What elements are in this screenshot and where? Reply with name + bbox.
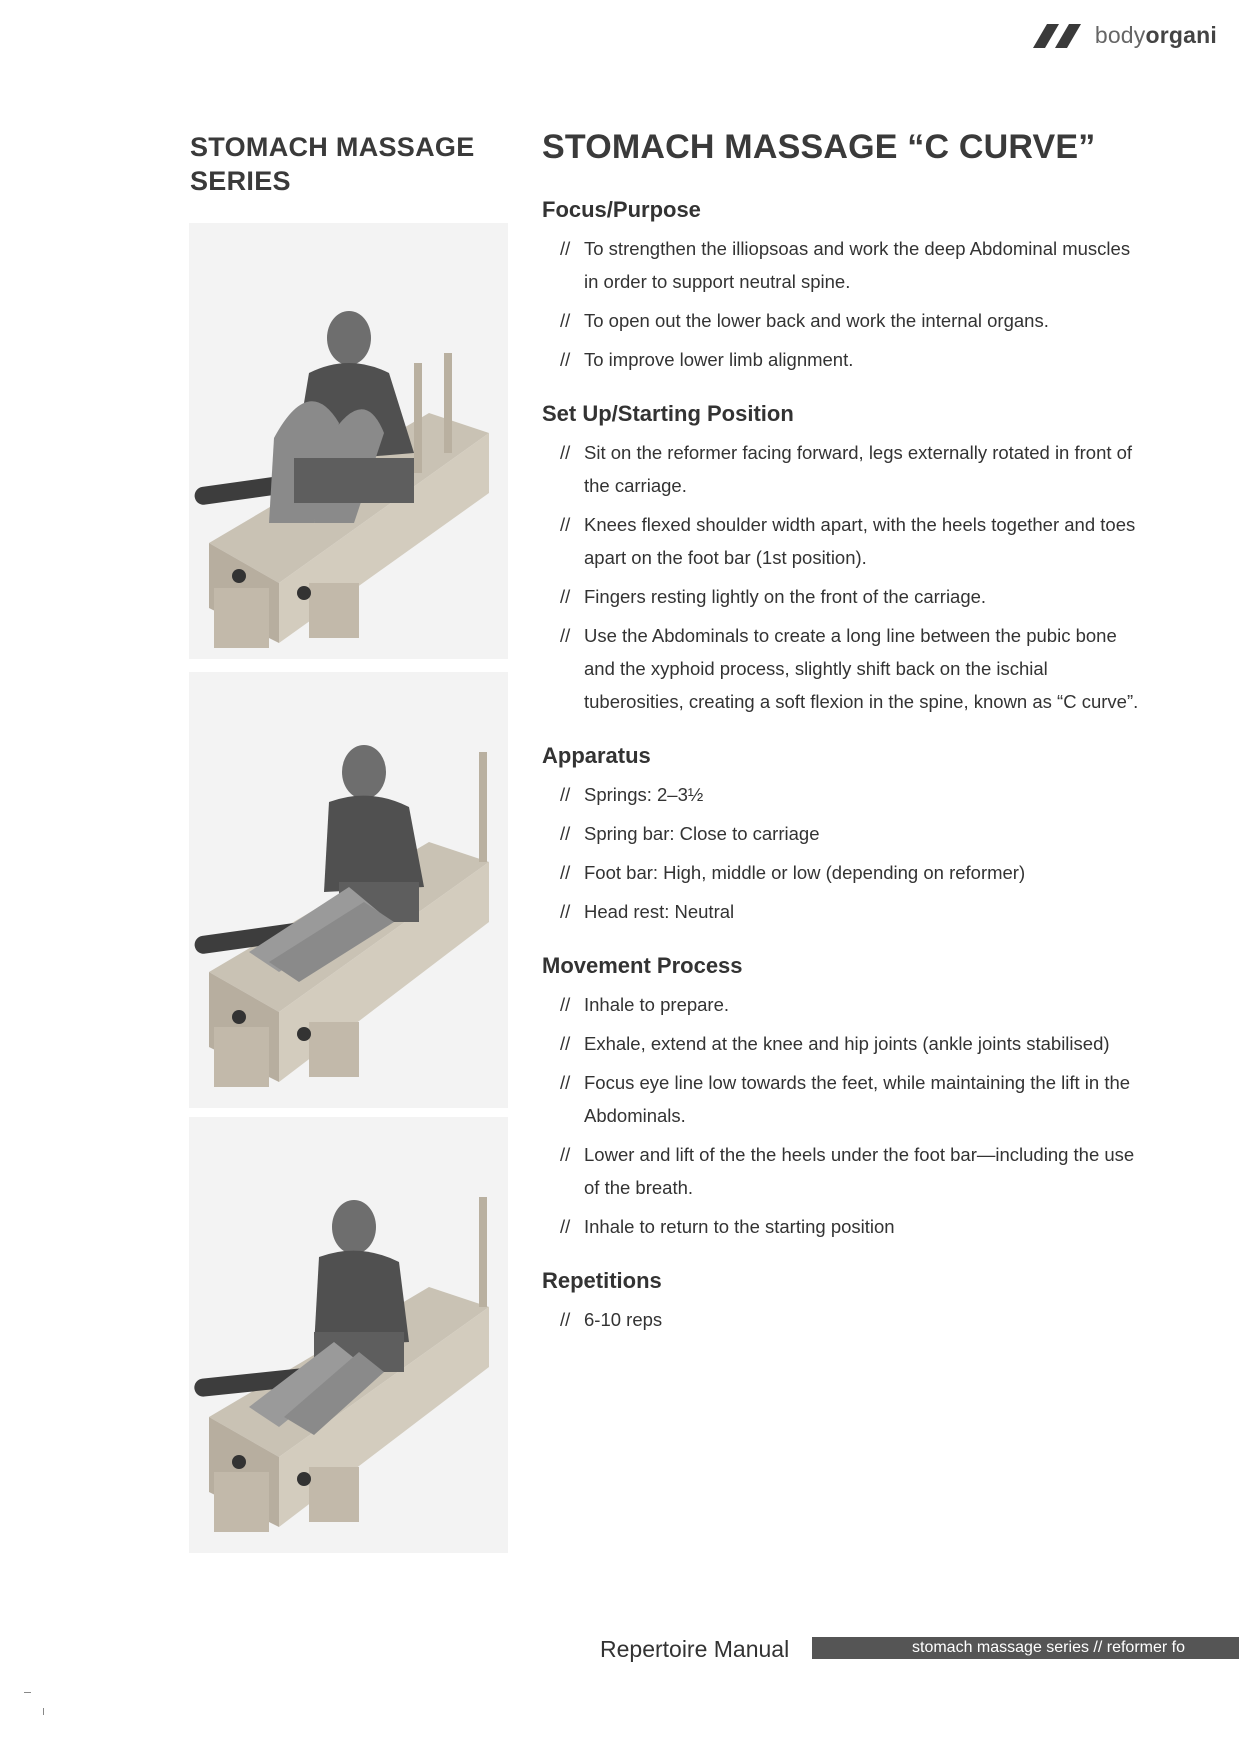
section: [542, 1267, 1142, 1336]
bullet-item: [560, 817, 1142, 850]
bullet-text: Spring bar: Close to carriage: [584, 823, 820, 844]
bullet-item: [560, 1303, 1142, 1336]
bullet-list: [542, 436, 1142, 718]
section-heading: Focus/Purpose: [542, 197, 701, 222]
bullet-text: Knees flexed shoulder width apart, with the heels together and toes apart on the foot bar (1st position).: [584, 514, 1136, 568]
section-heading: Set Up/Starting Position: [542, 401, 794, 426]
crop-mark: [24, 1692, 31, 1693]
bullet-marker: //: [560, 586, 571, 607]
bullet-text: Use the Abdominals to create a long line between the pubic bone and the xyphoid process, slightly shift back on the ischial tuberosities, creating a soft flexion in the spine, known as “C curve”.: [584, 625, 1139, 712]
bullet-marker: //: [560, 994, 571, 1015]
bullet-text: Fingers resting lightly on the front of the carriage.: [584, 586, 987, 607]
bullet-list: [542, 988, 1142, 1243]
bullet-text: Springs: 2–3½: [584, 784, 704, 805]
double-slash-logo-icon: [1033, 24, 1085, 48]
bullet-item: [560, 304, 1142, 337]
photo-reaching-forward-on-reformer: [189, 1117, 508, 1553]
bullet-item: [560, 856, 1142, 889]
bullet-list: [542, 1303, 1142, 1336]
bullet-marker: //: [560, 1216, 571, 1237]
section: [542, 742, 1142, 928]
bullet-item: [560, 580, 1142, 613]
crop-mark: [43, 1708, 44, 1715]
exercise-title: STOMACH MASSAGE “C CURVE”: [542, 128, 1096, 166]
section-heading: Repetitions: [542, 1268, 662, 1293]
bullet-item: [560, 895, 1142, 928]
section-heading: Apparatus: [542, 743, 651, 768]
bullet-item: [560, 1210, 1142, 1243]
bullet-item: [560, 508, 1142, 574]
brand-name-part1: body: [1094, 22, 1146, 48]
bullet-marker: //: [560, 1033, 571, 1054]
bullet-text: Inhale to prepare.: [584, 994, 730, 1015]
bullet-text: To improve lower limb alignment.: [584, 349, 854, 370]
brand-name: [1095, 22, 1217, 49]
bullet-item: [560, 232, 1142, 298]
bullet-list: [542, 232, 1142, 376]
bullet-text: Head rest: Neutral: [584, 901, 735, 922]
bullet-text: To strengthen the illiopsoas and work the deep Abdominal muscles in order to support neutral spine.: [584, 238, 1131, 292]
bullet-marker: //: [560, 310, 571, 331]
bullet-text: Focus eye line low towards the feet, while maintaining the lift in the Abdominals.: [584, 1072, 1131, 1126]
series-title: STOMACH MASSAGE SERIES: [190, 132, 475, 196]
bullet-item: [560, 343, 1142, 376]
bullet-text: Inhale to return to the starting position: [584, 1216, 895, 1237]
bullet-text: Lower and lift of the the heels under the foot bar—including the use of the breath.: [584, 1144, 1135, 1198]
bullet-list: [542, 778, 1142, 928]
bullet-marker: //: [560, 1309, 571, 1330]
bullet-item: [560, 778, 1142, 811]
footer-section-bar: stomach massage series // reformer fo: [812, 1637, 1239, 1659]
bullet-marker: //: [560, 1072, 571, 1093]
bullet-item: [560, 619, 1142, 718]
bullet-marker: //: [560, 784, 571, 805]
bullet-marker: //: [560, 862, 571, 883]
brand-logo: [1033, 22, 1217, 49]
bullet-text: Sit on the reformer facing forward, legs externally rotated in front of the carriage.: [584, 442, 1133, 496]
bullet-text: To open out the lower back and work the internal organs.: [584, 310, 1049, 331]
bullet-marker: //: [560, 1144, 571, 1165]
bullet-marker: //: [560, 349, 571, 370]
photo-legs-extended-on-reformer: [189, 672, 508, 1108]
bullet-marker: //: [560, 514, 571, 535]
bullet-marker: //: [560, 625, 571, 646]
brand-name-part2: organi: [1145, 22, 1217, 48]
bullet-item: [560, 988, 1142, 1021]
bullet-item: [560, 1138, 1142, 1204]
bullet-marker: //: [560, 901, 571, 922]
bullet-marker: //: [560, 238, 571, 259]
section: [542, 952, 1142, 1243]
bullet-text: Foot bar: High, middle or low (depending on reformer): [584, 862, 1026, 883]
bullet-text: Exhale, extend at the knee and hip joints (ankle joints stabilised): [584, 1033, 1110, 1054]
footer-label: Repertoire Manual: [600, 1636, 790, 1662]
bullet-item: [560, 1066, 1142, 1132]
sections-container: [542, 196, 1142, 1336]
section: [542, 400, 1142, 718]
bullet-marker: //: [560, 442, 571, 463]
bullet-item: [560, 436, 1142, 502]
bullet-item: [560, 1027, 1142, 1060]
section-heading: Movement Process: [542, 953, 743, 978]
section: [542, 196, 1142, 376]
photo-sitting-on-reformer-knees-bent: [189, 223, 508, 659]
bullet-text: 6-10 reps: [584, 1309, 663, 1330]
bullet-marker: //: [560, 823, 571, 844]
exercise-content: [542, 126, 1142, 1360]
